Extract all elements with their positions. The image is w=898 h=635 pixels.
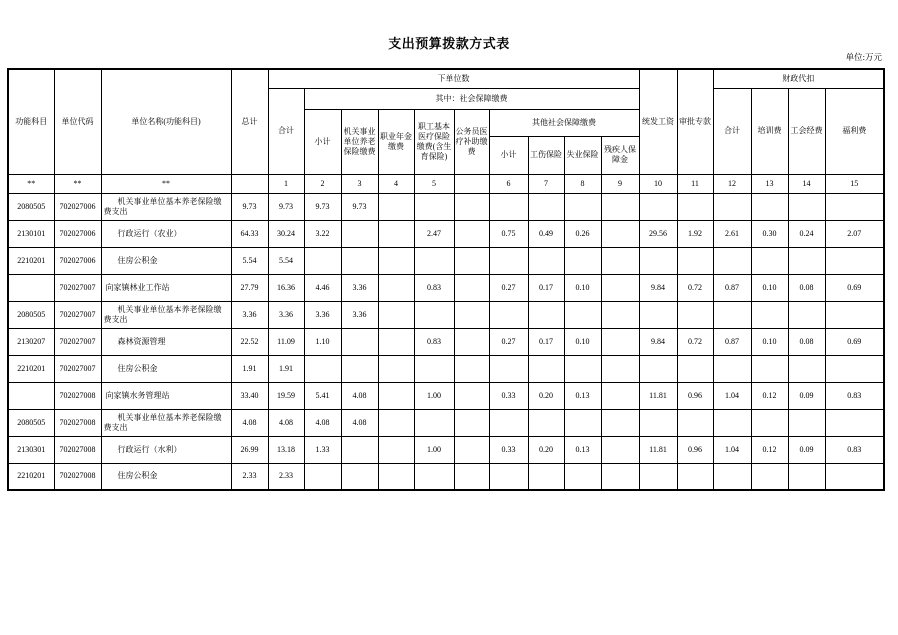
cell-function-code: 2080505 bbox=[8, 193, 54, 220]
cell-unit-name: 向家镇水务管理站 bbox=[101, 382, 231, 409]
cell-approved-funds bbox=[677, 409, 713, 436]
cell-union-fee bbox=[788, 301, 825, 328]
cell-pension bbox=[341, 355, 378, 382]
group-header-sub-units: 下单位数 bbox=[268, 69, 639, 88]
table-row bbox=[8, 220, 884, 247]
cell-unit-code: 702027007 bbox=[54, 274, 101, 301]
cell-function-code: 2210201 bbox=[8, 247, 54, 274]
cell-union-fee bbox=[788, 463, 825, 490]
cell-sub-total: 4.08 bbox=[268, 409, 304, 436]
cell-annuity bbox=[378, 436, 414, 463]
table-row bbox=[8, 463, 884, 490]
cell-total: 33.40 bbox=[231, 382, 268, 409]
cell-fiscal-total: 1.04 bbox=[713, 436, 751, 463]
cell-annuity bbox=[378, 328, 414, 355]
cell-welfare-fee: 2.07 bbox=[825, 220, 884, 247]
table-body bbox=[8, 174, 884, 490]
cell-civil-medical bbox=[454, 328, 489, 355]
cell-medical: 0.83 bbox=[414, 328, 454, 355]
cell-approved-funds: 1.92 bbox=[677, 220, 713, 247]
group-header-fiscal-withholding: 财政代扣 bbox=[713, 69, 884, 88]
cell-function-code: 2210201 bbox=[8, 463, 54, 490]
cell-civil-medical bbox=[454, 193, 489, 220]
cell-social-subtotal bbox=[304, 463, 341, 490]
cell-payroll-wages bbox=[639, 355, 677, 382]
cell-civil-medical bbox=[454, 247, 489, 274]
cell-other-subtotal bbox=[489, 193, 528, 220]
cell-civil-medical bbox=[454, 274, 489, 301]
table-row bbox=[8, 193, 884, 220]
cell-training-fee bbox=[751, 409, 788, 436]
cell-function-code: 2130301 bbox=[8, 436, 54, 463]
cell-unit-name: 行政运行（水利） bbox=[101, 436, 231, 463]
cell-unit-name: 森林资源管理 bbox=[101, 328, 231, 355]
cell-pension: 4.08 bbox=[341, 382, 378, 409]
col-header-sub-total: 合计 bbox=[268, 88, 304, 174]
col-header-approved-funds: 审批专款 bbox=[677, 69, 713, 174]
cell-union-fee bbox=[788, 409, 825, 436]
cell-fiscal-total bbox=[713, 301, 751, 328]
col-header-pension: 机关事业单位养老保险缴费 bbox=[341, 109, 378, 174]
cell-pension: 4.08 bbox=[341, 409, 378, 436]
cell-unit-name: 行政运行（农业） bbox=[101, 220, 231, 247]
cell-welfare-fee bbox=[825, 301, 884, 328]
cell-annuity bbox=[378, 355, 414, 382]
col-header-payroll-wages: 统发工资 bbox=[639, 69, 677, 174]
group-header-other-social: 其他社会保障缴费 bbox=[489, 109, 639, 136]
cell-union-fee: 0.08 bbox=[788, 328, 825, 355]
cell-unit-code: 702027008 bbox=[54, 436, 101, 463]
cell-social-subtotal bbox=[304, 247, 341, 274]
cell-total: 2.33 bbox=[231, 463, 268, 490]
cell-pension bbox=[341, 247, 378, 274]
cell-medical bbox=[414, 355, 454, 382]
budget-allocation-table bbox=[7, 68, 885, 491]
cell-sub-total: 9.73 bbox=[268, 193, 304, 220]
cell-civil-medical bbox=[454, 220, 489, 247]
cell-approved-funds bbox=[677, 247, 713, 274]
cell-training-fee: 0.12 bbox=[751, 436, 788, 463]
cell-medical bbox=[414, 193, 454, 220]
column-index-annuity: 4 bbox=[378, 174, 414, 193]
cell-total: 1.91 bbox=[231, 355, 268, 382]
cell-unit-name: 机关事业单位基本养老保险缴费支出 bbox=[101, 409, 231, 436]
cell-disability bbox=[601, 247, 639, 274]
cell-fiscal-total: 0.87 bbox=[713, 274, 751, 301]
col-header-grand-total: 总计 bbox=[231, 69, 268, 174]
table-row bbox=[8, 274, 884, 301]
cell-sub-total: 3.36 bbox=[268, 301, 304, 328]
cell-other-subtotal bbox=[489, 355, 528, 382]
column-index-approved-funds: 11 bbox=[677, 174, 713, 193]
column-index-total bbox=[231, 174, 268, 193]
cell-civil-medical bbox=[454, 409, 489, 436]
cell-unit-code: 702027006 bbox=[54, 247, 101, 274]
cell-other-subtotal: 0.33 bbox=[489, 382, 528, 409]
column-index-fiscal-total: 12 bbox=[713, 174, 751, 193]
cell-disability bbox=[601, 355, 639, 382]
cell-disability bbox=[601, 220, 639, 247]
cell-training-fee: 0.10 bbox=[751, 274, 788, 301]
column-index-unemployment: 8 bbox=[564, 174, 601, 193]
cell-total: 9.73 bbox=[231, 193, 268, 220]
cell-annuity bbox=[378, 247, 414, 274]
cell-injury bbox=[528, 247, 564, 274]
table-row bbox=[8, 328, 884, 355]
cell-union-fee: 0.24 bbox=[788, 220, 825, 247]
cell-approved-funds bbox=[677, 355, 713, 382]
cell-civil-medical bbox=[454, 436, 489, 463]
cell-social-subtotal: 1.10 bbox=[304, 328, 341, 355]
cell-unemployment: 0.13 bbox=[564, 436, 601, 463]
cell-unit-code: 702027008 bbox=[54, 463, 101, 490]
cell-welfare-fee: 0.83 bbox=[825, 382, 884, 409]
cell-unemployment bbox=[564, 301, 601, 328]
column-index-social-subtotal: 2 bbox=[304, 174, 341, 193]
cell-unit-name: 机关事业单位基本养老保险缴费支出 bbox=[101, 193, 231, 220]
cell-unit-code: 702027008 bbox=[54, 409, 101, 436]
cell-other-subtotal: 0.75 bbox=[489, 220, 528, 247]
cell-unit-code: 702027007 bbox=[54, 301, 101, 328]
col-header-function-subject: 功能科目 bbox=[8, 69, 54, 174]
cell-civil-medical bbox=[454, 382, 489, 409]
cell-payroll-wages bbox=[639, 463, 677, 490]
cell-fiscal-total: 1.04 bbox=[713, 382, 751, 409]
cell-unemployment: 0.13 bbox=[564, 382, 601, 409]
col-header-training-fee: 培训费 bbox=[751, 88, 788, 174]
cell-medical: 1.00 bbox=[414, 382, 454, 409]
cell-annuity bbox=[378, 409, 414, 436]
column-index-row bbox=[8, 174, 884, 193]
cell-total: 27.79 bbox=[231, 274, 268, 301]
cell-union-fee: 0.09 bbox=[788, 436, 825, 463]
cell-payroll-wages bbox=[639, 247, 677, 274]
col-header-unit-name: 单位名称(功能科目) bbox=[101, 69, 231, 174]
cell-fiscal-total bbox=[713, 193, 751, 220]
cell-injury bbox=[528, 463, 564, 490]
cell-union-fee bbox=[788, 355, 825, 382]
cell-medical bbox=[414, 463, 454, 490]
col-header-welfare-fee: 福利费 bbox=[825, 88, 884, 174]
cell-welfare-fee bbox=[825, 193, 884, 220]
cell-disability bbox=[601, 328, 639, 355]
page-title: 支出预算拨款方式表 bbox=[388, 36, 510, 51]
cell-fiscal-total bbox=[713, 409, 751, 436]
cell-fiscal-total bbox=[713, 355, 751, 382]
column-index-injury: 7 bbox=[528, 174, 564, 193]
col-header-civil-servant-medical: 公务员医疗补助缴费 bbox=[454, 109, 489, 174]
cell-injury: 0.20 bbox=[528, 382, 564, 409]
cell-disability bbox=[601, 409, 639, 436]
col-header-fiscal-total: 合计 bbox=[713, 88, 751, 174]
header-row-1 bbox=[8, 69, 884, 88]
cell-other-subtotal: 0.27 bbox=[489, 328, 528, 355]
column-index-welfare-fee: 15 bbox=[825, 174, 884, 193]
cell-payroll-wages: 9.84 bbox=[639, 328, 677, 355]
cell-unit-code: 702027006 bbox=[54, 220, 101, 247]
cell-injury bbox=[528, 409, 564, 436]
cell-unit-code: 702027006 bbox=[54, 193, 101, 220]
cell-pension: 3.36 bbox=[341, 274, 378, 301]
cell-social-subtotal: 9.73 bbox=[304, 193, 341, 220]
column-index-medical: 5 bbox=[414, 174, 454, 193]
cell-unemployment bbox=[564, 355, 601, 382]
cell-annuity bbox=[378, 274, 414, 301]
table-row bbox=[8, 436, 884, 463]
cell-injury: 0.17 bbox=[528, 328, 564, 355]
cell-total: 64.33 bbox=[231, 220, 268, 247]
table-row bbox=[8, 355, 884, 382]
cell-payroll-wages: 11.81 bbox=[639, 436, 677, 463]
column-index-payroll-wages: 10 bbox=[639, 174, 677, 193]
cell-function-code: 2130207 bbox=[8, 328, 54, 355]
cell-injury: 0.17 bbox=[528, 274, 564, 301]
cell-unit-name: 住房公积金 bbox=[101, 247, 231, 274]
cell-unit-name: 向家镇林业工作站 bbox=[101, 274, 231, 301]
cell-payroll-wages: 11.81 bbox=[639, 382, 677, 409]
cell-injury bbox=[528, 193, 564, 220]
cell-sub-total: 13.18 bbox=[268, 436, 304, 463]
cell-social-subtotal: 1.33 bbox=[304, 436, 341, 463]
cell-union-fee bbox=[788, 247, 825, 274]
cell-other-subtotal bbox=[489, 463, 528, 490]
cell-civil-medical bbox=[454, 463, 489, 490]
cell-total: 3.36 bbox=[231, 301, 268, 328]
table-row bbox=[8, 301, 884, 328]
cell-function-code: 2080505 bbox=[8, 301, 54, 328]
cell-annuity bbox=[378, 220, 414, 247]
cell-pension bbox=[341, 220, 378, 247]
column-index-unit-code: ** bbox=[54, 174, 101, 193]
cell-medical bbox=[414, 301, 454, 328]
cell-payroll-wages bbox=[639, 301, 677, 328]
cell-welfare-fee bbox=[825, 247, 884, 274]
cell-training-fee: 0.30 bbox=[751, 220, 788, 247]
cell-union-fee: 0.09 bbox=[788, 382, 825, 409]
cell-disability bbox=[601, 301, 639, 328]
cell-social-subtotal: 4.46 bbox=[304, 274, 341, 301]
cell-training-fee bbox=[751, 193, 788, 220]
cell-pension bbox=[341, 328, 378, 355]
cell-civil-medical bbox=[454, 355, 489, 382]
cell-total: 26.99 bbox=[231, 436, 268, 463]
cell-unemployment bbox=[564, 463, 601, 490]
cell-fiscal-total: 2.61 bbox=[713, 220, 751, 247]
table-header bbox=[8, 69, 884, 174]
unit-label: 单位:万元 bbox=[845, 52, 882, 62]
cell-welfare-fee: 0.83 bbox=[825, 436, 884, 463]
cell-training-fee bbox=[751, 463, 788, 490]
col-header-annuity: 职业年金缴费 bbox=[378, 109, 414, 174]
cell-approved-funds: 0.96 bbox=[677, 436, 713, 463]
cell-approved-funds bbox=[677, 463, 713, 490]
cell-medical bbox=[414, 409, 454, 436]
cell-social-subtotal: 5.41 bbox=[304, 382, 341, 409]
col-header-other-subtotal: 小计 bbox=[489, 136, 528, 174]
cell-other-subtotal: 0.27 bbox=[489, 274, 528, 301]
cell-unit-name: 住房公积金 bbox=[101, 463, 231, 490]
cell-injury bbox=[528, 355, 564, 382]
cell-total: 22.52 bbox=[231, 328, 268, 355]
cell-social-subtotal bbox=[304, 355, 341, 382]
cell-unemployment: 0.26 bbox=[564, 220, 601, 247]
col-header-injury-insurance: 工伤保险 bbox=[528, 136, 564, 174]
cell-unemployment bbox=[564, 193, 601, 220]
cell-sub-total: 16.36 bbox=[268, 274, 304, 301]
cell-sub-total: 11.09 bbox=[268, 328, 304, 355]
cell-injury: 0.20 bbox=[528, 436, 564, 463]
cell-unemployment bbox=[564, 409, 601, 436]
cell-medical bbox=[414, 247, 454, 274]
cell-function-code bbox=[8, 274, 54, 301]
column-index-disability: 9 bbox=[601, 174, 639, 193]
cell-welfare-fee bbox=[825, 463, 884, 490]
cell-injury: 0.49 bbox=[528, 220, 564, 247]
cell-unit-code: 702027007 bbox=[54, 355, 101, 382]
cell-total: 5.54 bbox=[231, 247, 268, 274]
cell-pension bbox=[341, 463, 378, 490]
column-index-civil-medical bbox=[454, 174, 489, 193]
cell-approved-funds bbox=[677, 301, 713, 328]
cell-disability bbox=[601, 274, 639, 301]
cell-function-code: 2080505 bbox=[8, 409, 54, 436]
col-header-medical: 职工基本医疗保险缴费(含生育保险) bbox=[414, 109, 454, 174]
cell-pension: 9.73 bbox=[341, 193, 378, 220]
cell-fiscal-total bbox=[713, 463, 751, 490]
cell-unemployment: 0.10 bbox=[564, 328, 601, 355]
cell-annuity bbox=[378, 193, 414, 220]
cell-approved-funds bbox=[677, 193, 713, 220]
cell-function-code: 2130101 bbox=[8, 220, 54, 247]
cell-training-fee bbox=[751, 247, 788, 274]
cell-welfare-fee: 0.69 bbox=[825, 274, 884, 301]
cell-training-fee: 0.12 bbox=[751, 382, 788, 409]
col-header-union-fee: 工会经费 bbox=[788, 88, 825, 174]
cell-sub-total: 19.59 bbox=[268, 382, 304, 409]
cell-unemployment bbox=[564, 247, 601, 274]
cell-other-subtotal bbox=[489, 409, 528, 436]
cell-disability bbox=[601, 463, 639, 490]
cell-annuity bbox=[378, 382, 414, 409]
cell-other-subtotal bbox=[489, 301, 528, 328]
group-header-social-security: 其中：社会保障缴费 bbox=[304, 88, 639, 109]
cell-medical: 0.83 bbox=[414, 274, 454, 301]
cell-sub-total: 30.24 bbox=[268, 220, 304, 247]
cell-payroll-wages: 29.56 bbox=[639, 220, 677, 247]
cell-pension bbox=[341, 436, 378, 463]
cell-payroll-wages: 9.84 bbox=[639, 274, 677, 301]
cell-injury bbox=[528, 301, 564, 328]
cell-pension: 3.36 bbox=[341, 301, 378, 328]
column-index-function-code: ** bbox=[8, 174, 54, 193]
cell-other-subtotal: 0.33 bbox=[489, 436, 528, 463]
cell-approved-funds: 0.96 bbox=[677, 382, 713, 409]
col-header-social-subtotal: 小计 bbox=[304, 109, 341, 174]
col-header-disability-fund: 残疾人保障金 bbox=[601, 136, 639, 174]
cell-annuity bbox=[378, 463, 414, 490]
cell-payroll-wages bbox=[639, 409, 677, 436]
column-index-sub-total: 1 bbox=[268, 174, 304, 193]
col-header-unemployment-insurance: 失业保险 bbox=[564, 136, 601, 174]
table-row bbox=[8, 382, 884, 409]
table-row bbox=[8, 409, 884, 436]
cell-approved-funds: 0.72 bbox=[677, 274, 713, 301]
column-index-unit-name: ** bbox=[101, 174, 231, 193]
cell-social-subtotal: 3.36 bbox=[304, 301, 341, 328]
cell-unemployment: 0.10 bbox=[564, 274, 601, 301]
cell-sub-total: 1.91 bbox=[268, 355, 304, 382]
cell-fiscal-total bbox=[713, 247, 751, 274]
cell-approved-funds: 0.72 bbox=[677, 328, 713, 355]
column-index-pension: 3 bbox=[341, 174, 378, 193]
cell-civil-medical bbox=[454, 301, 489, 328]
cell-training-fee bbox=[751, 301, 788, 328]
column-index-other-subtotal: 6 bbox=[489, 174, 528, 193]
cell-disability bbox=[601, 436, 639, 463]
cell-other-subtotal bbox=[489, 247, 528, 274]
cell-medical: 2.47 bbox=[414, 220, 454, 247]
cell-welfare-fee: 0.69 bbox=[825, 328, 884, 355]
cell-union-fee: 0.08 bbox=[788, 274, 825, 301]
cell-disability bbox=[601, 382, 639, 409]
table-row bbox=[8, 247, 884, 274]
cell-disability bbox=[601, 193, 639, 220]
cell-function-code: 2210201 bbox=[8, 355, 54, 382]
cell-training-fee bbox=[751, 355, 788, 382]
cell-social-subtotal: 3.22 bbox=[304, 220, 341, 247]
cell-annuity bbox=[378, 301, 414, 328]
cell-fiscal-total: 0.87 bbox=[713, 328, 751, 355]
cell-total: 4.08 bbox=[231, 409, 268, 436]
col-header-unit-code: 单位代码 bbox=[54, 69, 101, 174]
cell-unit-code: 702027007 bbox=[54, 328, 101, 355]
cell-payroll-wages bbox=[639, 193, 677, 220]
cell-training-fee: 0.10 bbox=[751, 328, 788, 355]
column-index-union-fee: 14 bbox=[788, 174, 825, 193]
cell-unit-name: 住房公积金 bbox=[101, 355, 231, 382]
cell-unit-code: 702027008 bbox=[54, 382, 101, 409]
cell-welfare-fee bbox=[825, 355, 884, 382]
cell-unit-name: 机关事业单位基本养老保险缴费支出 bbox=[101, 301, 231, 328]
cell-social-subtotal: 4.08 bbox=[304, 409, 341, 436]
cell-welfare-fee bbox=[825, 409, 884, 436]
cell-sub-total: 5.54 bbox=[268, 247, 304, 274]
cell-function-code bbox=[8, 382, 54, 409]
cell-union-fee bbox=[788, 193, 825, 220]
cell-medical: 1.00 bbox=[414, 436, 454, 463]
column-index-training-fee: 13 bbox=[751, 174, 788, 193]
cell-sub-total: 2.33 bbox=[268, 463, 304, 490]
